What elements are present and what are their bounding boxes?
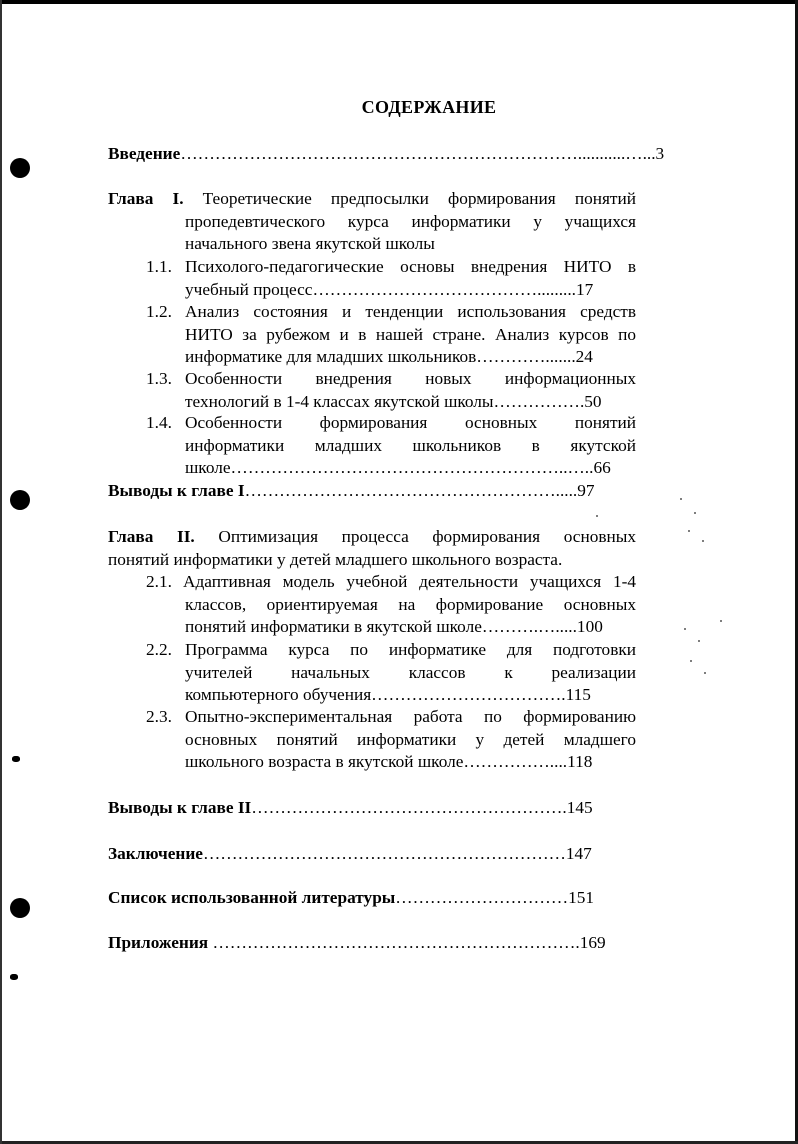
section-number: 2.2. [146, 640, 172, 659]
page-title: СОДЕРЖАНИЕ [361, 97, 497, 117]
toc-appendix-label: Приложения [108, 933, 209, 952]
section-line: информатики младших школьников в якутской [185, 435, 636, 455]
section-line: Программа курса по информатике для подготовки [185, 640, 636, 659]
toc-section-2-1 [108, 571, 636, 639]
scan-noise [720, 620, 722, 622]
scan-speck [10, 974, 18, 980]
chapter-2-title-line2: понятий информатики у детей младшего школьного возраста. [108, 549, 563, 569]
toc-references-dots: ………………………… [395, 888, 569, 907]
section-line: понятий информатики в якутской школе……….….....100 [185, 617, 603, 636]
section-line: технологий в 1-4 классах якутской школы…………….50 [185, 391, 602, 411]
toc-summary [108, 843, 636, 866]
scan-border-left [0, 0, 2, 1144]
chapter-1-title-line2: пропедевтического курса информатики у учащихся [185, 211, 636, 231]
section-line: школьного возраста в якутской школе……………....118 [185, 752, 593, 771]
section-number: 1.1. [146, 257, 172, 276]
section-number: 1.2. [146, 302, 172, 321]
chapter-2-title-line1: Оптимизация процесса формирования основных [218, 527, 636, 546]
chapter-1-label: Глава I. [108, 189, 184, 208]
scan-speck [12, 756, 20, 762]
section-line: Адаптивная модель учебной деятельности учащихся 1-4 [183, 572, 636, 591]
toc-conclusion-1-label: Выводы к главе I [108, 481, 245, 500]
punch-hole [10, 898, 30, 918]
section-number: 1.4. [146, 413, 172, 432]
toc-summary-page: 147 [565, 844, 592, 863]
section-line: информатике для младших школьников………….......24 [185, 347, 593, 366]
toc-conclusion-1-dots: ………………………………………………..... [244, 481, 578, 500]
toc-references-page: 151 [568, 888, 595, 907]
scan-noise [688, 530, 690, 532]
section-line: компьютерного обучения…………………………….115 [185, 685, 591, 704]
scan-noise [596, 515, 598, 517]
scan-border-top [0, 0, 798, 4]
toc-chapter-1 [108, 188, 636, 256]
scan-noise [702, 540, 704, 542]
scan-noise [698, 640, 700, 642]
toc-section-1-2 [108, 301, 636, 369]
toc-conclusion-1-page: 97 [577, 481, 595, 500]
toc-references [108, 887, 636, 910]
chapter-1-title-line1: Теоретические предпосылки формирования понятий [202, 189, 636, 208]
toc-appendix [108, 932, 636, 955]
section-line: школе…………………………………………………..…..66 [185, 458, 611, 477]
toc-references-label: Список использованной литературы [108, 888, 396, 907]
toc-appendix-page: 169 [579, 933, 606, 952]
chapter-2-label: Глава II. [108, 527, 195, 546]
section-line: Психолого-педагогические основы внедрения НИТО в [185, 257, 636, 276]
chapter-1-title-line3: начального звена якутской школы [185, 234, 435, 253]
toc-conclusion-1 [108, 480, 636, 503]
scan-noise [694, 512, 696, 514]
toc-conclusion-2-label: Выводы к главе II [108, 798, 252, 817]
section-line: Особенности формирования основных понятий [185, 413, 636, 432]
punch-hole [10, 490, 30, 510]
toc-summary-dots: ……………………………………………………… [202, 844, 566, 863]
section-line: Особенности внедрения новых информационных [185, 369, 636, 388]
toc-intro-label: Введение [108, 144, 181, 163]
toc-appendix-dots: ………………………………………………………. [208, 933, 580, 952]
toc-section-1-1 [108, 256, 636, 301]
section-line: Анализ состояния и тенденции использования средств [185, 302, 636, 321]
scan-noise [684, 628, 686, 630]
toc-section-1-3 [108, 368, 636, 413]
toc-section-2-3 [108, 706, 636, 774]
toc-chapter-2 [108, 526, 636, 571]
section-line: классов, ориентируемая на формирование основных [185, 594, 636, 614]
scan-noise [690, 660, 692, 662]
section-line: учебный процесс………………………………….........17 [185, 279, 594, 299]
toc-section-1-4 [108, 412, 636, 480]
section-line: Опытно-экспериментальная работа по формированию [185, 707, 636, 726]
toc-summary-label: Заключение [108, 844, 203, 863]
section-line: основных понятий информатики у детей младшего [185, 729, 636, 749]
toc-conclusion-2-dots: ………………………………………………. [251, 798, 567, 817]
punch-hole [10, 158, 30, 178]
scan-noise [680, 498, 682, 500]
toc-conclusion-2 [108, 797, 636, 820]
section-number: 2.1. [146, 572, 172, 591]
toc-conclusion-2-page: 145 [566, 798, 593, 817]
section-number: 2.3. [146, 707, 172, 726]
section-line: учителей начальных классов к реализации [185, 662, 636, 682]
section-number: 1.3. [146, 369, 172, 388]
scan-noise [704, 672, 706, 674]
toc-intro-page: 3 [655, 144, 665, 163]
toc-intro-dots: ……………………………………………………………...........…... [180, 144, 656, 163]
section-line: НИТО за рубежом и в нашей стране. Анализ курсов по [185, 324, 636, 344]
toc-section-2-2 [108, 639, 636, 707]
toc-intro [108, 143, 665, 166]
